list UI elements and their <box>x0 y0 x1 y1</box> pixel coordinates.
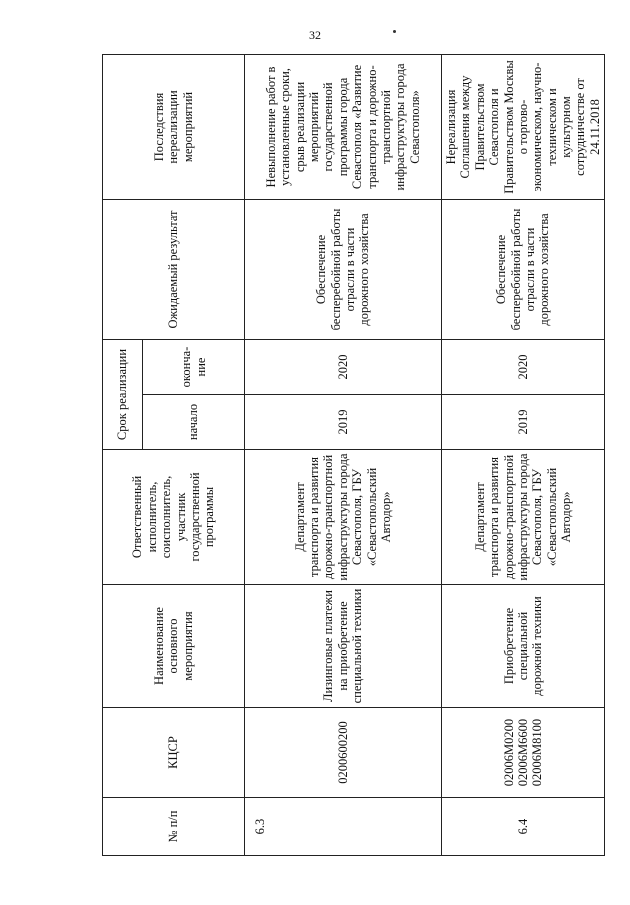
header-kcsr: КЦСР <box>103 708 245 798</box>
header-consequences: Последствия нереализации мероприятий <box>103 54 245 199</box>
row-kcsr <box>245 708 442 798</box>
row-start: 2019 <box>442 395 605 450</box>
row-kcsr <box>442 708 605 798</box>
kcsr-code: 02006М6600 <box>515 718 530 787</box>
header-period: Срок реализации <box>103 339 143 449</box>
row-start: 2019 <box>245 395 442 450</box>
row-result: Обеспечение бесперебойной работы отрасли в части дорожного хозяйства <box>442 199 605 339</box>
kcsr-code: 02006М8100 <box>530 718 545 787</box>
table-row <box>442 54 605 855</box>
rotated-table-container <box>102 55 605 856</box>
row-responsible: Департамент транспорта и развития дорожно-транспортной инфраструктуры города Севастополя, ГБУ «Севастопольский Автодор» <box>245 450 442 585</box>
header-name: Наименование основного мероприятия <box>103 585 245 708</box>
rotated-table-wrapper <box>102 55 605 856</box>
row-end: 2020 <box>442 339 605 394</box>
header-end: оконча-ние <box>143 339 245 394</box>
kcsr-code: 02006М0200 <box>501 718 516 787</box>
page-number: 32 <box>309 28 321 42</box>
header-start: начало <box>143 395 245 450</box>
row-end: 2020 <box>245 339 442 394</box>
row-consequences: Нереализация Соглашения между Правительством Севастополя и Правительством Москвы о торгово-экономическом, научно-техническом и культурном сотрудничестве от 24.11.2018 <box>442 54 605 199</box>
header-row-1 <box>103 54 143 855</box>
stray-mark <box>393 30 396 33</box>
row-num: 6.3 <box>245 798 442 856</box>
kcsr-code: 0200600200 <box>335 721 350 784</box>
row-name: Приобретение специальной дорожной техники <box>442 585 605 708</box>
row-responsible: Департамент транспорта и развития дорожно-транспортной инфраструктуры города Севастополя, ГБУ «Севастопольский Автодор» <box>442 450 605 585</box>
header-responsible: Ответственный исполнитель, соисполнитель, участник государственной программы <box>103 450 245 585</box>
header-num: № п/п <box>103 798 245 856</box>
program-table <box>102 54 605 856</box>
row-consequences: Невыполнение работ в установленные сроки, срыв реализации мероприятий государственной программы города Севастополя «Развитие транспорта и дорожно-транспортной инфраструктуры города Севастополя» <box>245 54 442 199</box>
row-result: Обеспечение бесперебойной работы отрасли в части дорожного хозяйства <box>245 199 442 339</box>
table-row <box>245 54 442 855</box>
row-name: Лизинговые платежи на приобретение специальной техники <box>245 585 442 708</box>
header-result: Ожидаемый результат <box>103 199 245 339</box>
row-num: 6.4 <box>442 798 605 856</box>
